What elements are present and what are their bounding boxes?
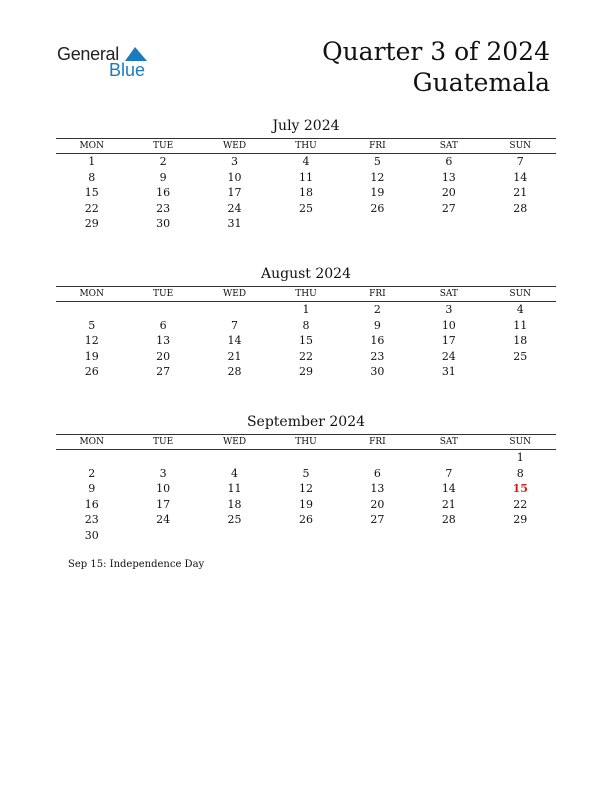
day-cell: 26 — [370, 201, 385, 215]
week-row — [56, 349, 556, 365]
day-cell: 22 — [84, 201, 99, 215]
day-cell: 23 — [370, 349, 385, 363]
month-calendar — [56, 413, 556, 543]
weekday-label: WED — [223, 437, 247, 447]
day-cell: 20 — [156, 349, 171, 363]
weekday-label: SUN — [509, 289, 532, 299]
weekday-label: FRI — [369, 437, 386, 447]
day-cell: 1 — [88, 155, 96, 168]
day-cell: 21 — [441, 497, 456, 511]
holiday-note: Sep 15: Independence Day — [68, 559, 205, 570]
week-row — [56, 170, 556, 186]
day-cell — [270, 528, 341, 544]
day-cell: 4 — [302, 155, 310, 168]
weekday-label: SAT — [439, 141, 458, 151]
day-cell: 5 — [373, 155, 381, 168]
week-row — [56, 333, 556, 349]
day-cell: 28 — [227, 365, 242, 378]
day-cell: 24 — [156, 513, 171, 526]
day-cell: 15 — [84, 186, 99, 199]
day-cell: 11 — [227, 482, 242, 495]
day-cell: 1 — [302, 303, 310, 316]
day-cell: 11 — [513, 318, 528, 332]
day-cell — [127, 450, 198, 466]
weekday-label: THU — [295, 141, 317, 151]
day-cell — [56, 450, 127, 466]
day-cell: 9 — [159, 170, 167, 184]
day-cell: 15 — [298, 334, 313, 347]
day-cell: 24 — [227, 201, 242, 215]
day-cell: 1 — [516, 451, 524, 464]
day-cell — [342, 528, 413, 544]
weekday-label: MON — [79, 289, 104, 299]
day-cell: 5 — [302, 466, 310, 480]
day-cell: 22 — [513, 497, 528, 511]
weekday-header-row — [56, 138, 556, 154]
day-cell: 10 — [156, 482, 171, 495]
weekday-label: SAT — [439, 437, 458, 447]
day-cell: 30 — [84, 528, 99, 542]
day-cell: 16 — [370, 334, 385, 347]
day-cell: 7 — [516, 155, 524, 168]
day-cell — [485, 528, 556, 544]
day-cell: 29 — [513, 513, 528, 526]
day-cell: 19 — [298, 497, 313, 511]
weekday-label: SUN — [509, 437, 532, 447]
day-cell: 17 — [441, 334, 456, 347]
day-cell: 21 — [513, 186, 528, 199]
month-calendar — [56, 117, 556, 232]
day-cell: 13 — [370, 482, 385, 495]
day-cell: 31 — [441, 365, 456, 378]
day-cell: 30 — [370, 365, 385, 378]
week-row — [56, 154, 556, 170]
day-cell — [413, 528, 484, 544]
day-cell: 26 — [298, 513, 313, 526]
week-row — [56, 302, 556, 318]
week-row — [56, 512, 556, 528]
day-cell: 28 — [441, 513, 456, 526]
day-cell: 14 — [441, 482, 456, 495]
day-cell — [127, 528, 198, 544]
weekday-label: WED — [223, 289, 247, 299]
weekday-label: THU — [295, 437, 317, 447]
weekday-label: MON — [79, 141, 104, 151]
day-cell: 24 — [441, 349, 456, 363]
week-row — [56, 318, 556, 334]
day-cell: 10 — [441, 318, 456, 332]
day-cell: 8 — [516, 466, 524, 480]
week-row — [56, 528, 556, 544]
weekday-label: WED — [223, 141, 247, 151]
day-cell: 17 — [227, 186, 242, 199]
day-cell: 9 — [88, 482, 96, 495]
day-cell: 29 — [84, 217, 99, 230]
day-cell: 26 — [84, 365, 99, 378]
week-row — [56, 201, 556, 217]
day-cell: 6 — [373, 466, 381, 480]
day-cell: 5 — [88, 318, 96, 332]
day-cell: 20 — [370, 497, 385, 511]
day-cell: 22 — [298, 349, 313, 363]
day-cell — [56, 302, 127, 318]
day-cell — [342, 450, 413, 466]
day-cell: 17 — [156, 497, 171, 511]
weekday-label: SUN — [509, 141, 532, 151]
day-cell — [413, 450, 484, 466]
day-cell: 11 — [298, 170, 313, 184]
day-cell: 2 — [373, 303, 381, 316]
day-cell — [485, 364, 556, 380]
day-cell: 19 — [370, 186, 385, 199]
logo-word-general: General — [57, 44, 119, 64]
day-cell: 23 — [84, 513, 99, 526]
day-cell: 19 — [84, 349, 99, 363]
day-cell: 7 — [445, 466, 453, 480]
weekday-label: MON — [79, 437, 104, 447]
month-title: August 2024 — [261, 266, 351, 282]
month-calendar — [56, 265, 556, 380]
day-cell: 2 — [159, 155, 167, 168]
day-cell — [270, 450, 341, 466]
day-cell — [342, 216, 413, 232]
week-row — [56, 497, 556, 513]
week-row — [56, 364, 556, 380]
quarter-title: Quarter 3 of 2024 — [322, 37, 550, 66]
day-cell — [199, 528, 270, 544]
weekday-label: SAT — [439, 289, 458, 299]
day-cell: 10 — [227, 170, 242, 184]
day-cell: 27 — [441, 201, 456, 215]
day-cell: 30 — [156, 217, 171, 230]
country-title: Guatemala — [412, 68, 550, 97]
day-cell: 25 — [227, 513, 242, 526]
logo-word-blue: Blue — [109, 60, 146, 80]
day-cell: 28 — [513, 201, 528, 215]
day-cell: 16 — [156, 186, 171, 199]
day-cell: 9 — [373, 318, 381, 332]
weekday-label: TUE — [153, 437, 174, 447]
day-cell: 8 — [302, 318, 310, 332]
weekday-label: TUE — [153, 289, 174, 299]
day-cell: 14 — [513, 170, 528, 184]
day-cell: 18 — [513, 334, 528, 347]
weekday-label: THU — [295, 289, 317, 299]
day-cell: 3 — [231, 155, 239, 168]
day-cell: 31 — [227, 217, 242, 230]
day-cell: 12 — [84, 334, 99, 347]
month-title: September 2024 — [246, 414, 366, 430]
day-cell: 25 — [513, 349, 528, 363]
week-row — [56, 450, 556, 466]
week-row — [56, 185, 556, 201]
day-cell: 27 — [370, 513, 385, 526]
day-cell: 13 — [156, 334, 171, 347]
day-cell: 16 — [84, 497, 99, 511]
day-cell: 6 — [445, 155, 453, 168]
day-cell: 3 — [159, 466, 167, 480]
day-cell: 4 — [231, 466, 239, 480]
day-cell: 18 — [227, 497, 242, 511]
weekday-header-row — [56, 286, 556, 302]
day-cell: 3 — [445, 303, 453, 316]
weekday-label: FRI — [369, 289, 386, 299]
day-cell: 23 — [156, 201, 171, 215]
day-cell — [127, 302, 198, 318]
day-cell: 27 — [156, 365, 171, 378]
week-row — [56, 481, 556, 497]
day-cell: 6 — [159, 318, 167, 332]
day-cell: 12 — [370, 170, 385, 184]
day-cell: 21 — [227, 349, 242, 363]
day-cell — [199, 302, 270, 318]
page-title — [322, 36, 550, 98]
week-row — [56, 216, 556, 232]
day-cell — [413, 216, 484, 232]
day-cell — [485, 216, 556, 232]
weekday-header-row — [56, 434, 556, 450]
day-cell: 25 — [298, 201, 313, 215]
week-row — [56, 466, 556, 482]
day-cell: 4 — [516, 303, 524, 316]
weekday-label: TUE — [153, 141, 174, 151]
holiday-day-cell: 15 — [512, 482, 528, 495]
day-cell: 13 — [441, 170, 456, 184]
month-title: July 2024 — [272, 118, 340, 134]
day-cell: 18 — [298, 186, 313, 199]
day-cell — [199, 450, 270, 466]
weekday-label: FRI — [369, 141, 386, 151]
day-cell: 8 — [88, 170, 96, 184]
general-blue-logo — [57, 44, 157, 80]
day-cell: 29 — [298, 365, 313, 378]
day-cell: 14 — [227, 334, 242, 347]
day-cell: 7 — [231, 318, 239, 332]
day-cell: 2 — [88, 466, 96, 480]
holiday-notes — [68, 559, 204, 570]
day-cell: 12 — [298, 482, 313, 495]
day-cell: 20 — [441, 186, 456, 199]
day-cell — [270, 216, 341, 232]
